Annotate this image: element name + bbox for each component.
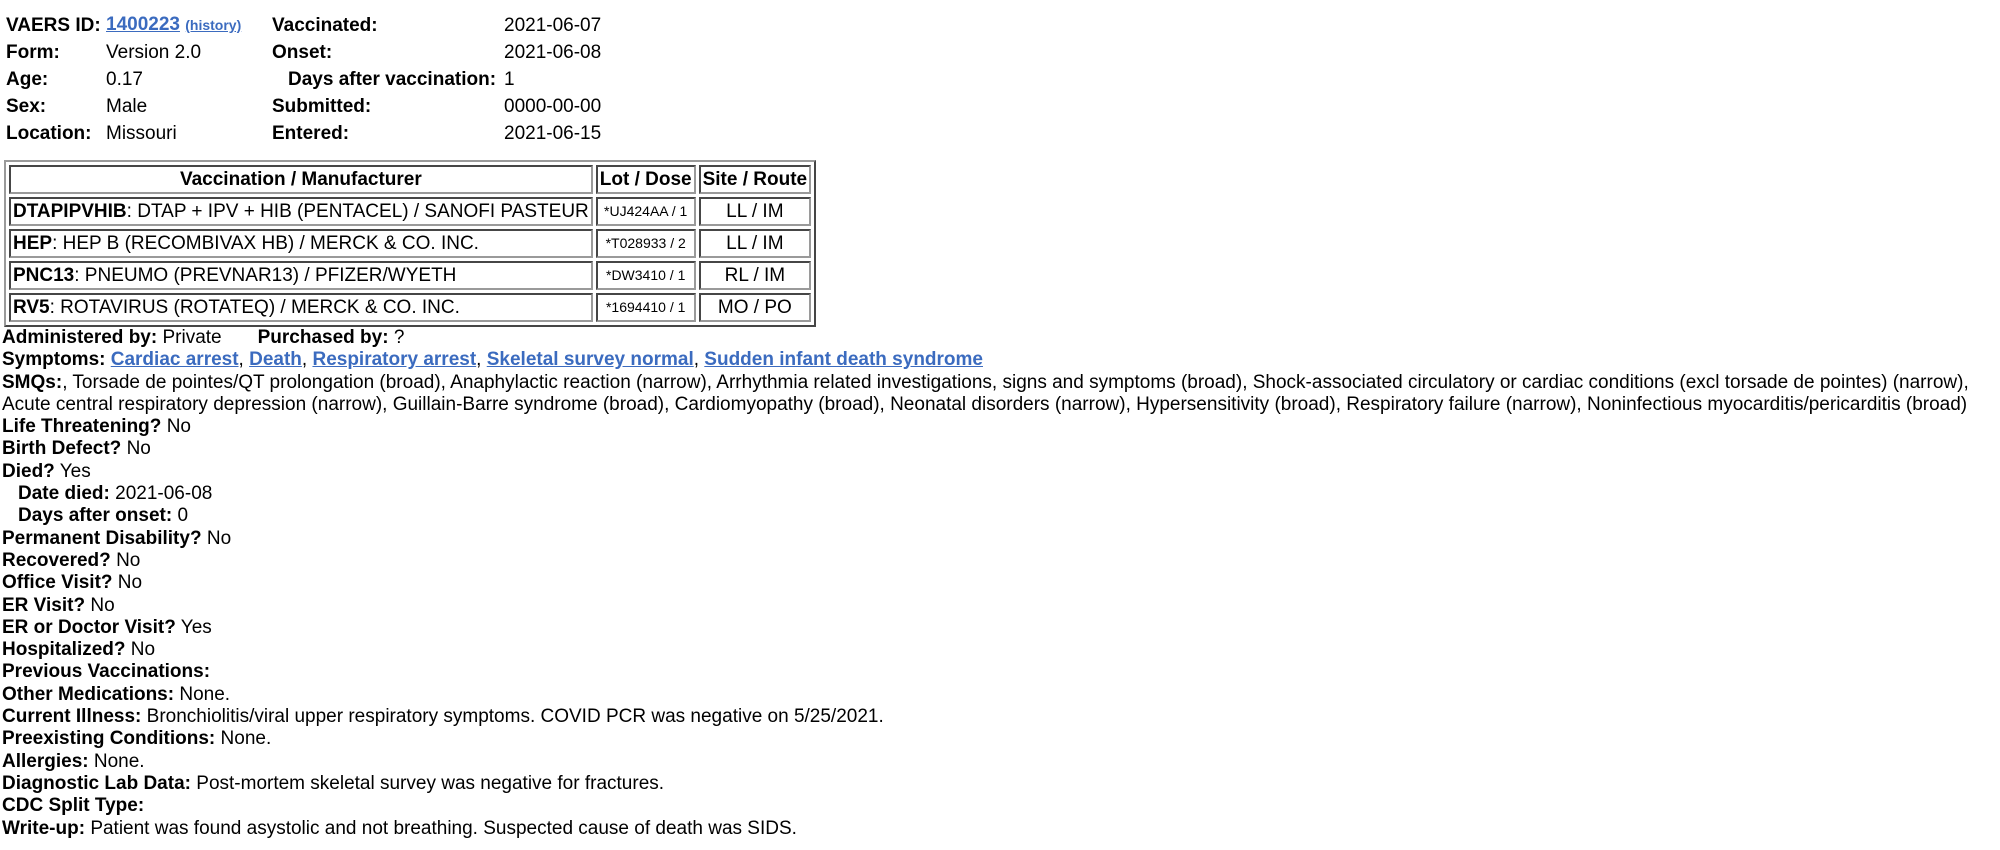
symptoms-row xyxy=(2,349,1998,371)
table-row xyxy=(9,197,811,226)
diagnostic-lab-row xyxy=(2,773,1998,795)
life-threatening-label: Life Threatening? xyxy=(2,416,162,438)
symptom-link-skeletal-survey-normal[interactable]: Skeletal survey normal xyxy=(486,349,694,371)
died-label: Died? xyxy=(2,460,55,482)
col-header-lot-dose: Lot / Dose xyxy=(596,165,696,194)
date-died-row xyxy=(2,483,1998,505)
days-after-onset-row xyxy=(2,505,1998,527)
allergies-label: Allergies: xyxy=(2,750,89,772)
smqs-label: SMQs: xyxy=(2,371,63,393)
recovered-row xyxy=(2,550,1998,572)
smqs-value: , Torsade de pointes/QT prolongation (broad), Anaphylactic reaction (narrow), Arrhythmia related investigations, signs and symptoms (broad), Shock-associated circulatory or cardiac conditions (excl torsade de pointes) (narrow), Acute central respiratory depression (narrow), Guillain-Barre syndrome (broad), Cardiomyopathy (broad), Neonatal disorders (narrow), Hypersensitivity (broad), Respiratory failure (narrow), Noninfectious myocarditis/pericarditis (broad) xyxy=(2,371,1969,415)
site-route-cell: LL / IM xyxy=(699,229,812,258)
vaers-id-label: VAERS ID: xyxy=(6,14,101,36)
report-header xyxy=(6,11,601,147)
hospitalized-value: No xyxy=(130,639,156,661)
hospitalized-row xyxy=(2,639,1998,661)
hospitalized-label: Hospitalized? xyxy=(2,639,126,661)
submitted-label: Submitted: xyxy=(272,96,372,117)
site-route-cell: MO / PO xyxy=(699,293,812,322)
birth-defect-row xyxy=(2,438,1998,460)
symptom-link-cardiac-arrest[interactable]: Cardiac arrest xyxy=(110,349,239,371)
lot-dose-cell: *UJ424AA / 1 xyxy=(596,197,696,226)
vaccine-code: PNC13 xyxy=(13,265,75,286)
vaccine-desc: : PNEUMO (PREVNAR13) / PFIZER/WYETH xyxy=(74,265,457,286)
er-visit-value: No xyxy=(90,594,115,616)
vaccine-table-header xyxy=(9,165,811,194)
er-doctor-visit-value: Yes xyxy=(180,616,212,638)
entered-value: 2021-06-15 xyxy=(504,123,602,144)
allergies-value: None. xyxy=(93,750,145,772)
vaccine-table xyxy=(4,160,816,327)
er-doctor-visit-label: ER or Doctor Visit? xyxy=(2,616,176,638)
birth-defect-value: No xyxy=(126,438,151,460)
other-medications-label: Other Medications: xyxy=(2,683,175,705)
previous-vaccinations-row xyxy=(2,661,1998,683)
died-row xyxy=(2,461,1998,483)
preexisting-conditions-label: Preexisting Conditions: xyxy=(2,728,216,750)
table-row xyxy=(9,293,811,322)
life-threatening-row xyxy=(2,416,1998,438)
submitted-value: 0000-00-00 xyxy=(504,96,602,117)
er-visit-label: ER Visit? xyxy=(2,594,86,616)
recovered-value: No xyxy=(116,549,141,571)
other-medications-value: None. xyxy=(179,683,231,705)
permanent-disability-row xyxy=(2,528,1998,550)
col-header-vaccination: Vaccination / Manufacturer xyxy=(9,165,593,194)
age-label: Age: xyxy=(6,69,49,90)
administered-value: Private xyxy=(162,327,222,348)
symptoms-label: Symptoms: xyxy=(2,349,106,371)
previous-vaccinations-label: Previous Vaccinations: xyxy=(2,661,211,683)
days-after-onset-label: Days after onset: xyxy=(18,505,173,527)
birth-defect-label: Birth Defect? xyxy=(2,438,122,460)
entered-label: Entered: xyxy=(272,123,350,144)
cdc-split-type-label: CDC Split Type: xyxy=(2,795,145,817)
vaccine-desc: : ROTAVIRUS (ROTATEQ) / MERCK & CO. INC. xyxy=(49,297,460,318)
er-visit-row xyxy=(2,595,1998,617)
vaccine-desc: : DTAP + IPV + HIB (PENTACEL) / SANOFI PASTEUR xyxy=(126,201,589,222)
history-link[interactable]: (history) xyxy=(185,17,242,33)
form-value: Version 2.0 xyxy=(106,42,202,63)
administered-row xyxy=(2,327,1998,349)
diagnostic-lab-label: Diagnostic Lab Data: xyxy=(2,772,191,794)
symptom-link-sudden-infant-death-syndrome[interactable]: Sudden infant death syndrome xyxy=(704,349,983,371)
allergies-row xyxy=(2,751,1998,773)
symptom-separator: , xyxy=(476,349,487,371)
er-doctor-visit-row xyxy=(2,617,1998,639)
site-route-cell: RL / IM xyxy=(699,261,812,290)
purchased-label: Purchased by: xyxy=(257,327,389,348)
writeup-row xyxy=(2,818,1998,840)
days-after-vaccination-label: Days after vaccination: xyxy=(288,69,497,90)
current-illness-row xyxy=(2,706,1998,728)
life-threatening-value: No xyxy=(166,416,191,438)
onset-label: Onset: xyxy=(272,42,333,63)
vaccine-cell xyxy=(9,197,593,226)
lot-dose-cell: *1694410 / 1 xyxy=(596,293,696,322)
date-died-value: 2021-06-08 xyxy=(115,483,213,505)
writeup-label: Write-up: xyxy=(2,817,86,839)
table-row xyxy=(9,229,811,258)
symptom-separator: , xyxy=(238,349,250,371)
vaccine-cell xyxy=(9,293,593,322)
col-header-site-route: Site / Route xyxy=(699,165,812,194)
symptom-separator: , xyxy=(693,349,705,371)
location-value: Missouri xyxy=(106,123,177,144)
vaccine-code: HEP xyxy=(13,233,53,254)
office-visit-row xyxy=(2,572,1998,594)
symptom-link-death[interactable]: Death xyxy=(249,349,302,371)
lot-dose-cell: *DW3410 / 1 xyxy=(596,261,696,290)
date-died-label: Date died: xyxy=(18,483,110,505)
administered-label: Administered by: xyxy=(2,327,158,348)
sex-label: Sex: xyxy=(6,96,47,117)
office-visit-label: Office Visit? xyxy=(2,572,113,594)
vaccinated-label: Vaccinated: xyxy=(272,14,378,36)
vaccine-cell xyxy=(9,229,593,258)
lot-dose-cell: *T028933 / 2 xyxy=(596,229,696,258)
location-label: Location: xyxy=(6,123,92,144)
vaccinated-value: 2021-06-07 xyxy=(504,14,602,36)
current-illness-value: Bronchiolitis/viral upper respiratory symptoms. COVID PCR was negative on 5/25/2021. xyxy=(146,706,884,728)
purchased-value: ? xyxy=(393,327,405,348)
permanent-disability-value: No xyxy=(206,527,232,549)
smqs-row xyxy=(2,372,1998,417)
onset-value: 2021-06-08 xyxy=(504,42,602,63)
writeup-value: Patient was found asystolic and not breathing. Suspected cause of death was SIDS. xyxy=(90,817,797,839)
table-row xyxy=(9,261,811,290)
office-visit-value: No xyxy=(117,572,143,594)
died-value: Yes xyxy=(59,460,91,482)
vaers-id-link[interactable]: 1400223 xyxy=(106,14,180,35)
diagnostic-lab-value: Post-mortem skeletal survey was negative for fractures. xyxy=(196,772,665,794)
current-illness-label: Current Illness: xyxy=(2,706,142,728)
symptom-link-respiratory-arrest[interactable]: Respiratory arrest xyxy=(312,349,477,371)
vaccine-code: RV5 xyxy=(13,297,50,318)
days-after-onset-value: 0 xyxy=(177,505,189,527)
preexisting-conditions-row xyxy=(2,728,1998,750)
form-label: Form: xyxy=(6,42,60,63)
permanent-disability-label: Permanent Disability? xyxy=(2,527,202,549)
symptom-separator: , xyxy=(301,349,313,371)
vaccine-desc: : HEP B (RECOMBIVAX HB) / MERCK & CO. INC. xyxy=(52,233,479,254)
vaccine-cell xyxy=(9,261,593,290)
vaccine-code: DTAPIPVHIB xyxy=(13,201,127,222)
age-value: 0.17 xyxy=(106,69,143,90)
report-details xyxy=(2,327,1998,840)
preexisting-conditions-value: None. xyxy=(220,728,272,750)
cdc-split-type-row xyxy=(2,795,1998,817)
other-medications-row xyxy=(2,684,1998,706)
sex-value: Male xyxy=(106,96,148,117)
days-after-vaccination-value: 1 xyxy=(504,69,515,90)
recovered-label: Recovered? xyxy=(2,549,111,571)
site-route-cell: LL / IM xyxy=(699,197,812,226)
